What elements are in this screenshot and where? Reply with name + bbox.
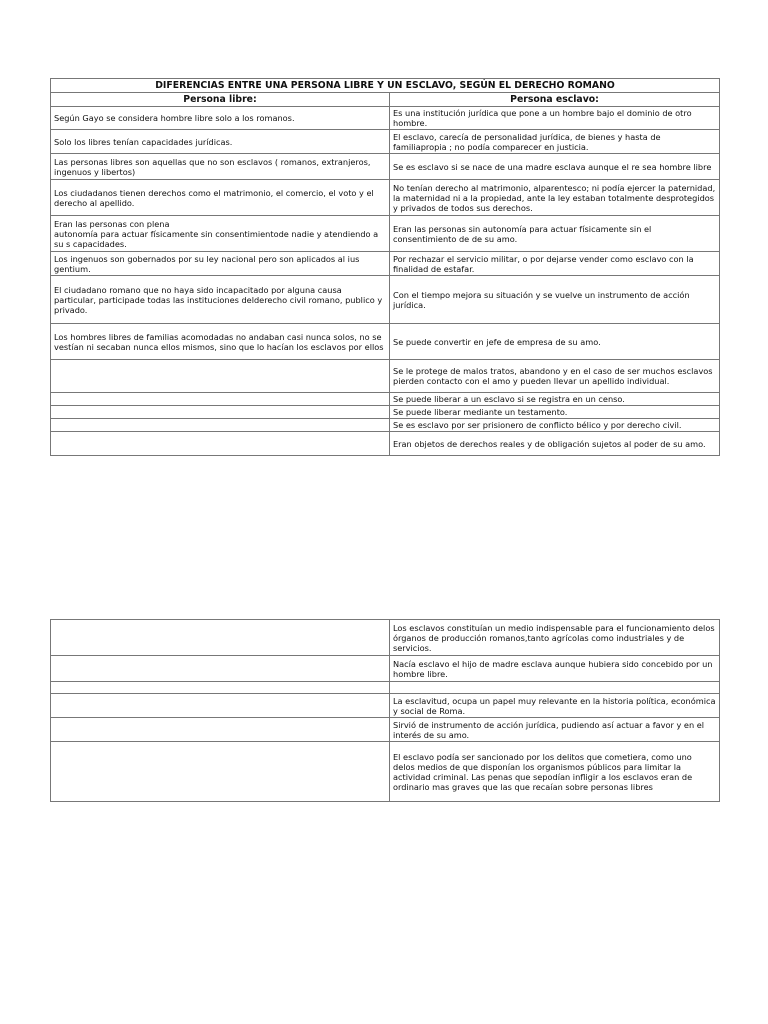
cell-persona-libre [51,620,390,656]
cell-persona-esclavo: El esclavo, carecía de personalidad jurídica, de bienes y hasta de familiapropia ; no podía comparecer en justicia. [390,130,720,154]
cell-persona-esclavo: Es una institución jurídica que pone a un hombre bajo el dominio de otro hombre. [390,107,720,130]
cell-persona-esclavo: Sirvió de instrumento de acción jurídica, pudiendo así actuar a favor y en el interés de su amo. [390,718,720,742]
table-row [51,419,720,432]
table-row [51,718,720,742]
cell-persona-esclavo: Se puede convertir en jefe de empresa de su amo. [390,324,720,360]
cell-persona-libre [51,718,390,742]
table-row [51,252,720,276]
cell-persona-libre: Los ciudadanos tienen derechos como el matrimonio, el comercio, el voto y el derecho al apellido. [51,180,390,216]
cell-persona-libre [51,432,390,456]
cell-persona-esclavo: Nacía esclavo el hijo de madre esclava aunque hubiera sido concebido por un hombre libre. [390,656,720,682]
cell-persona-esclavo: El esclavo podía ser sancionado por los delitos que cometiera, como uno delos medios de que disponían los organismos públicos para limitar la actividad criminal. Las penas que sepodían infligir a los esclavos eran de ordinario mas graves que las que recaían sobre personas libres [390,742,720,802]
table-row [51,656,720,682]
cell-persona-libre [51,393,390,406]
table-row [51,107,720,130]
cell-persona-esclavo: Eran las personas sin autonomía para actuar físicamente sin el consentimiento de de su amo. [390,216,720,252]
comparison-table-body [51,107,720,456]
cell-persona-esclavo: Se le protege de malos tratos, abandono y en el caso de ser muchos esclavos pierden contacto con el amo y pueden llevar un apellido individual. [390,360,720,393]
cell-persona-esclavo [390,682,720,694]
table-title: DIFERENCIAS ENTRE UNA PERSONA LIBRE Y UN ESCLAVO, SEGÚN EL DERECHO ROMANO [51,79,720,93]
cell-persona-esclavo: Los esclavos constituían un medio indispensable para el funcionamiento delos órganos de producción romanos,tanto agrícolas como industriales y de servicios. [390,620,720,656]
cell-persona-esclavo: Se puede liberar mediante un testamento. [390,406,720,419]
cell-persona-esclavo: Se puede liberar a un esclavo si se registra en un censo. [390,393,720,406]
cell-persona-esclavo: La esclavitud, ocupa un papel muy relevante en la historia política, económica y social de Roma. [390,694,720,718]
table-row [51,742,720,802]
table-row [51,130,720,154]
table-row [51,324,720,360]
table-row [51,360,720,393]
table-header-row [51,93,720,107]
cell-persona-libre: Según Gayo se considera hombre libre solo a los romanos. [51,107,390,130]
cell-persona-libre [51,656,390,682]
cell-persona-libre: Los ingenuos son gobernados por su ley nacional pero son aplicados al ius gentium. [51,252,390,276]
table-title-row [51,79,720,93]
table-row [51,393,720,406]
table-row [51,406,720,419]
cell-persona-libre: Eran las personas con plena autonomía para actuar físicamente sin consentimientode nadie y atendiendo a su s capacidades. [51,216,390,252]
cell-persona-libre [51,742,390,802]
table-row [51,682,720,694]
table-row [51,154,720,180]
cell-persona-libre [51,406,390,419]
cell-persona-libre [51,419,390,432]
cell-persona-esclavo: No tenían derecho al matrimonio, alparentesco; ni podía ejercer la paternidad, la maternidad ni a la propiedad, ante la ley estaban totalmente desprotegidos y privados de todos sus derechos. [390,180,720,216]
cell-persona-libre: Los hombres libres de familias acomodadas no andaban casi nunca solos, no se vestían ni secaban nunca ellos mismos, sino que lo hacían los esclavos por ellos [51,324,390,360]
cell-persona-libre [51,360,390,393]
cell-persona-libre: Solo los libres tenían capacidades jurídicas. [51,130,390,154]
table-row [51,216,720,252]
continuation-table-body [51,620,720,802]
table-row [51,276,720,324]
continuation-table [50,619,720,802]
cell-persona-esclavo: Se es esclavo si se nace de una madre esclava aunque el re sea hombre libre [390,154,720,180]
header-persona-libre: Persona libre: [51,93,390,107]
cell-persona-libre: El ciudadano romano que no haya sido incapacitado por alguna causa particular, participade todas las instituciones delderecho civil romano, publico y privado. [51,276,390,324]
cell-persona-esclavo: Eran objetos de derechos reales y de obligación sujetos al poder de su amo. [390,432,720,456]
cell-persona-libre [51,682,390,694]
cell-persona-esclavo: Se es esclavo por ser prisionero de conflicto bélico y por derecho civil. [390,419,720,432]
table-row [51,432,720,456]
cell-persona-libre [51,694,390,718]
table-row [51,694,720,718]
comparison-table [50,78,720,456]
cell-persona-esclavo: Por rechazar el servicio militar, o por dejarse vender como esclavo con la finalidad de estafar. [390,252,720,276]
table-row [51,180,720,216]
cell-persona-libre: Las personas libres son aquellas que no son esclavos ( romanos, extranjeros, ingenuos y libertos) [51,154,390,180]
table-row [51,620,720,656]
header-persona-esclavo: Persona esclavo: [390,93,720,107]
cell-persona-esclavo: Con el tiempo mejora su situación y se vuelve un instrumento de acción jurídica. [390,276,720,324]
